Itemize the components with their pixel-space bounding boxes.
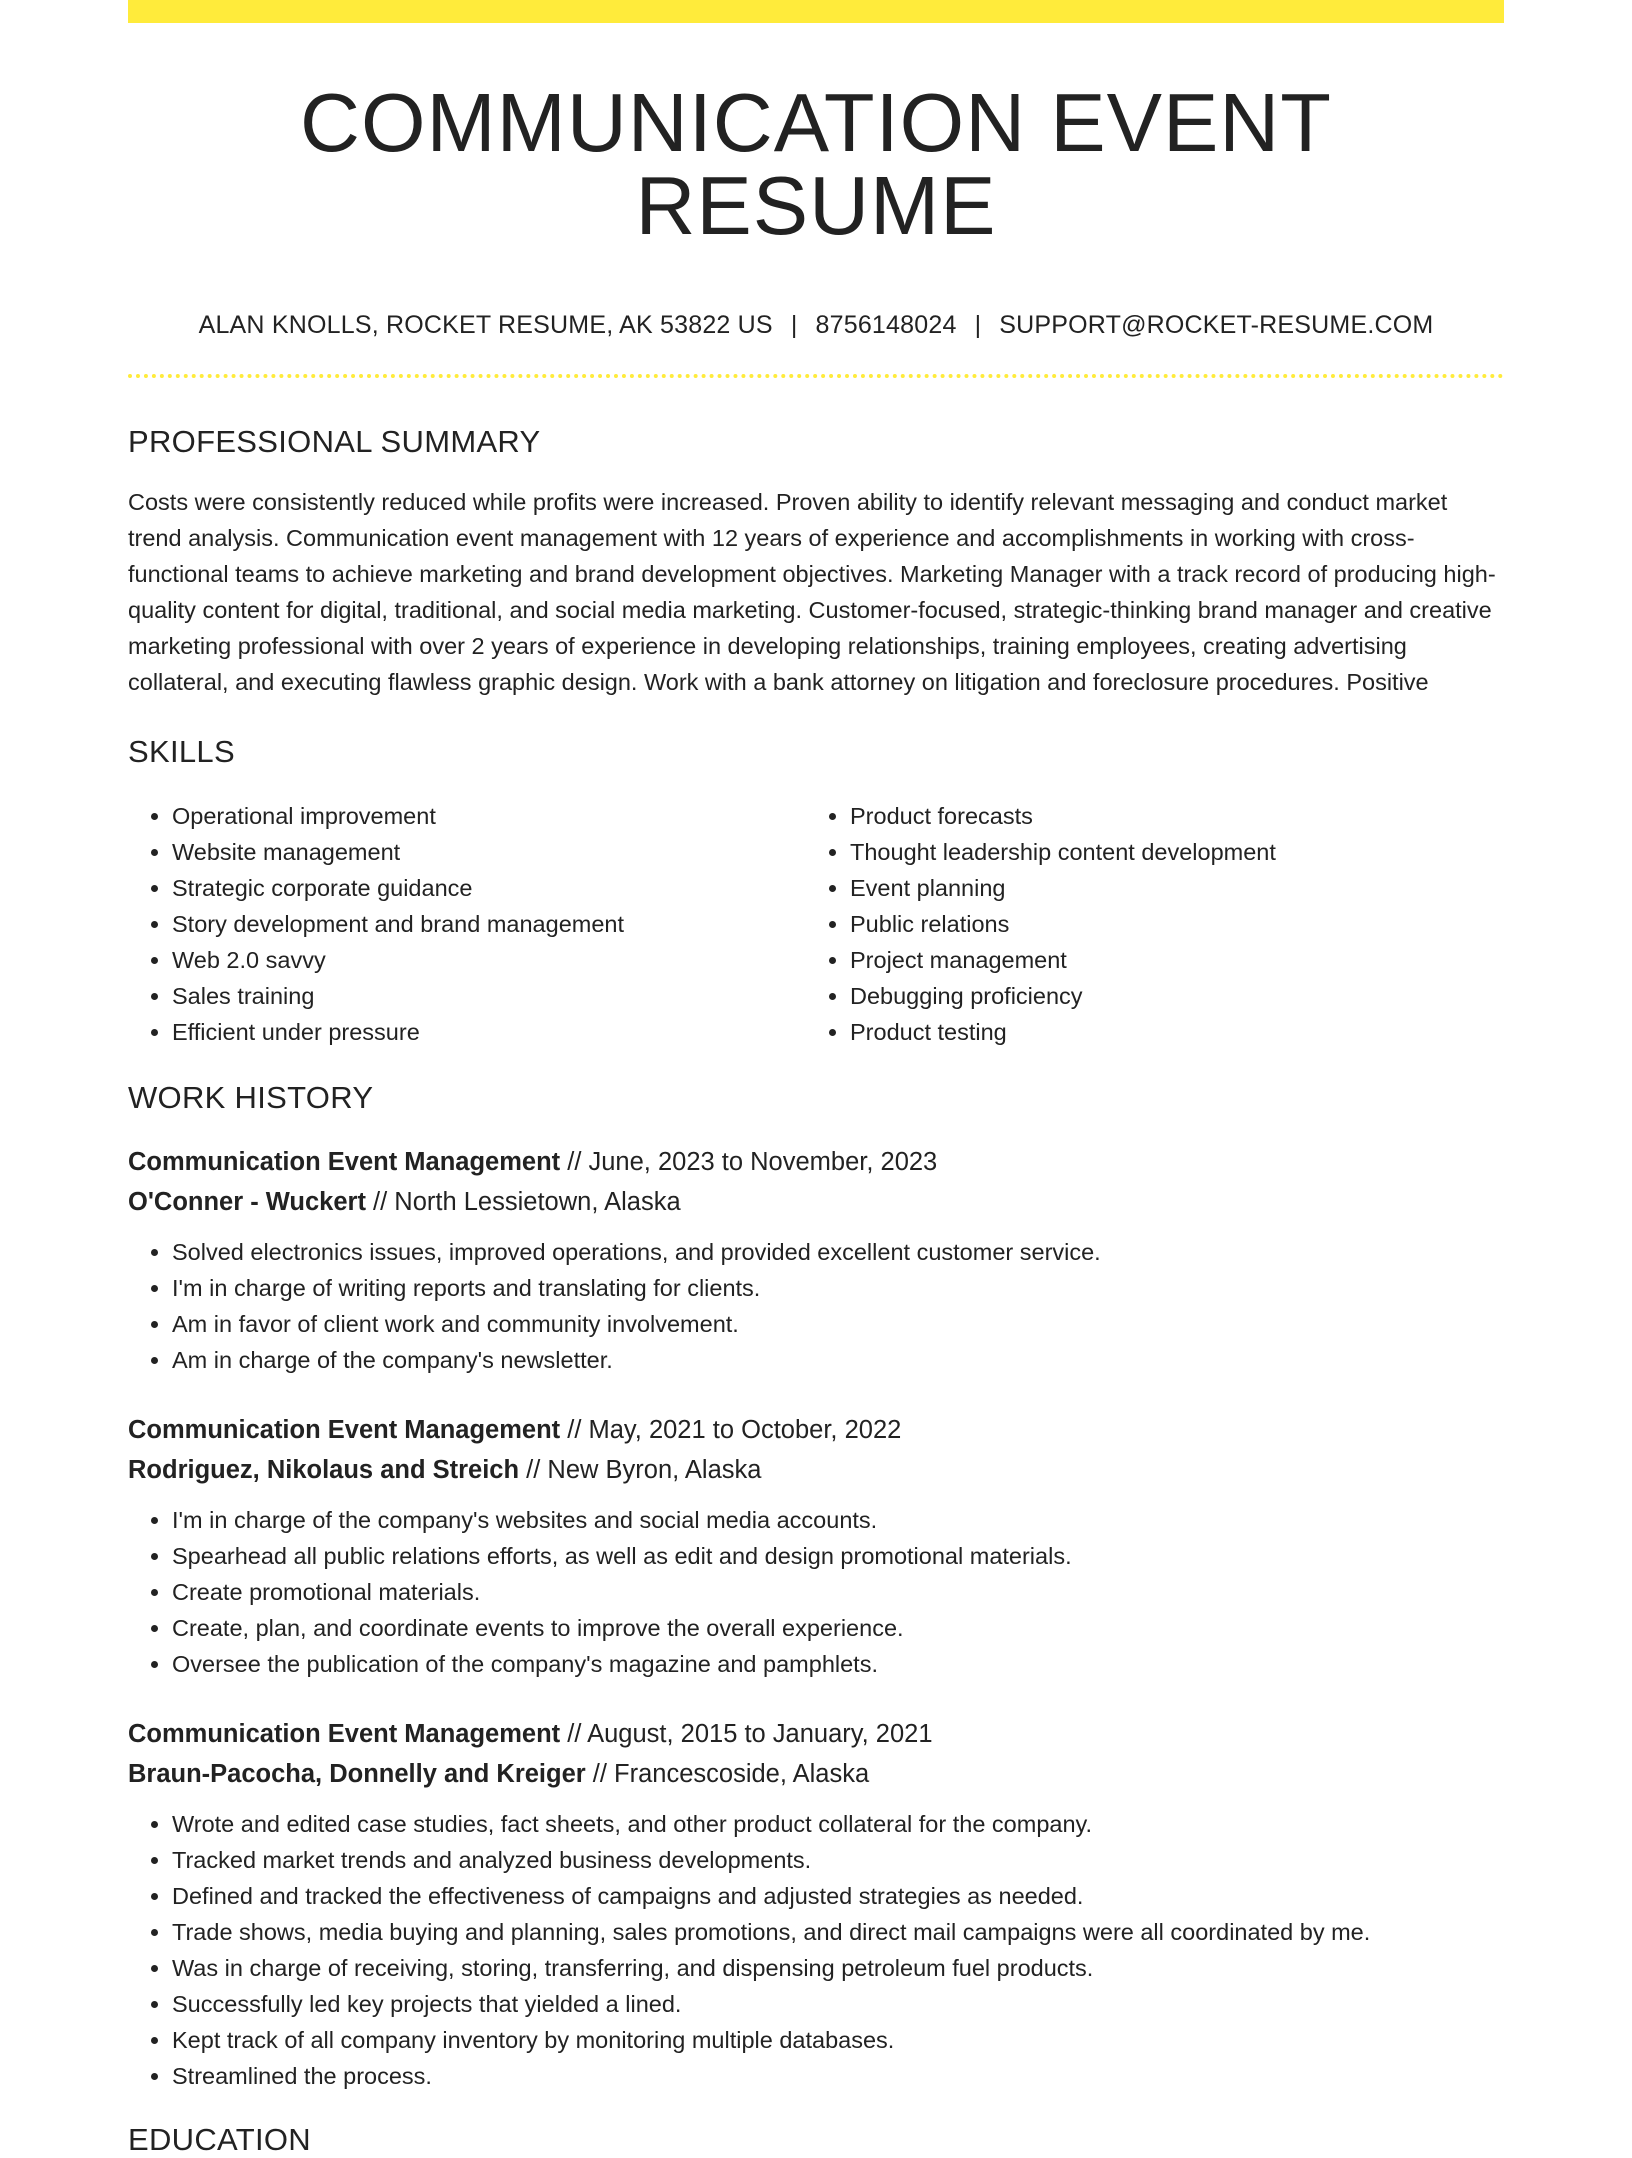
contact-email: SUPPORT@ROCKET-RESUME.COM bbox=[999, 311, 1434, 339]
job-bullet: • Am in charge of the company's newsletter. bbox=[172, 1342, 1504, 1378]
job-role: Communication Event Management bbox=[128, 1416, 561, 1444]
job-bullet: • I'm in charge of the company's websites and social media accounts. bbox=[172, 1502, 1504, 1538]
skills-column-right bbox=[802, 798, 1480, 1050]
job-bullet: • Tracked market trends and analyzed business developments. bbox=[172, 1842, 1504, 1878]
skill-item: • Public relations bbox=[850, 906, 1480, 942]
job-bullet: • Streamlined the process. bbox=[172, 2058, 1504, 2094]
job-bullet: • Kept track of all company inventory by monitoring multiple databases. bbox=[172, 2022, 1504, 2058]
job-entry bbox=[128, 1142, 1504, 1378]
skill-item: • Sales training bbox=[172, 978, 802, 1014]
skills-heading: SKILLS bbox=[128, 734, 235, 769]
education-heading: EDUCATION bbox=[128, 2122, 311, 2157]
job-entry bbox=[128, 1410, 1504, 1682]
job-location: // New Byron, Alaska bbox=[519, 1456, 762, 1484]
job-dates: // June, 2023 to November, 2023 bbox=[560, 1148, 938, 1176]
skill-item: • Debugging proficiency bbox=[850, 978, 1480, 1014]
job-company: O'Conner - Wuckert bbox=[128, 1188, 366, 1216]
job-company-line bbox=[128, 1450, 1504, 1490]
job-location: // North Lessietown, Alaska bbox=[365, 1188, 681, 1216]
job-role-line bbox=[128, 1714, 1504, 1754]
job-bullets bbox=[128, 1502, 1504, 1682]
job-dates: // May, 2021 to October, 2022 bbox=[560, 1416, 902, 1444]
job-company-line bbox=[128, 1754, 1504, 1794]
skill-item: • Product forecasts bbox=[850, 798, 1480, 834]
job-location: // Francescoside, Alaska bbox=[585, 1760, 870, 1788]
job-bullets bbox=[128, 1234, 1504, 1378]
job-company: Rodriguez, Nikolaus and Streich bbox=[128, 1456, 520, 1484]
summary-heading: PROFESSIONAL SUMMARY bbox=[128, 424, 541, 459]
job-bullet: • Was in charge of receiving, storing, transferring, and dispensing petroleum fuel products. bbox=[172, 1950, 1504, 1986]
skill-item: • Website management bbox=[172, 834, 802, 870]
skill-item: • Web 2.0 savvy bbox=[172, 942, 802, 978]
summary-text: Costs were consistently reduced while profits were increased. Proven ability to identify relevant messaging and conduct market trend analysis. Communication event management with 12 years of experience and accomplishments in working with cross-functional teams to achieve marketing and brand development objectives. Marketing Manager with a track record of producing high-quality content for digital, traditional, and social media marketing. Customer-focused, strategic-thinking brand manager and creative marketing professional with over 2 years of experience in developing relationships, training employees, creating advertising collateral, and executing flawless graphic design. Work with a bank attorney on litigation and foreclosure procedures. Positive bbox=[128, 489, 1496, 695]
job-bullet: • Create promotional materials. bbox=[172, 1574, 1504, 1610]
job-bullet: • Am in favor of client work and community involvement. bbox=[172, 1306, 1504, 1342]
contact-phone: 8756148024 bbox=[815, 311, 957, 339]
job-bullet: • Wrote and edited case studies, fact sheets, and other product collateral for the company. bbox=[172, 1806, 1504, 1842]
job-bullet: • Defined and tracked the effectiveness of campaigns and adjusted strategies as needed. bbox=[172, 1878, 1504, 1914]
job-company-line bbox=[128, 1182, 1504, 1222]
job-entry bbox=[128, 1714, 1504, 2094]
resume-title: COMMUNICATION EVENT RESUME bbox=[300, 76, 1332, 252]
contact-separator: | bbox=[974, 311, 982, 339]
job-company: Braun-Pacocha, Donnelly and Kreiger bbox=[128, 1760, 586, 1788]
skills-list bbox=[128, 798, 1504, 1050]
job-bullet: • Spearhead all public relations efforts, as well as edit and design promotional materials. bbox=[172, 1538, 1504, 1574]
job-role-line bbox=[128, 1142, 1504, 1182]
top-accent-bar bbox=[128, 0, 1504, 23]
skills-column-left bbox=[128, 798, 802, 1050]
job-role-line bbox=[128, 1410, 1504, 1450]
job-role: Communication Event Management bbox=[128, 1720, 561, 1748]
skill-item: • Project management bbox=[850, 942, 1480, 978]
skill-item: • Thought leadership content development bbox=[850, 834, 1480, 870]
job-bullets bbox=[128, 1806, 1504, 2094]
skill-item: • Operational improvement bbox=[172, 798, 802, 834]
dotted-divider bbox=[128, 374, 1504, 378]
job-bullet: • I'm in charge of writing reports and translating for clients. bbox=[172, 1270, 1504, 1306]
job-role: Communication Event Management bbox=[128, 1148, 561, 1176]
contact-separator: | bbox=[790, 311, 798, 339]
contact-address: ALAN KNOLLS, ROCKET RESUME, AK 53822 US bbox=[198, 311, 773, 339]
contact-line bbox=[128, 311, 1504, 340]
skill-item: • Strategic corporate guidance bbox=[172, 870, 802, 906]
skill-item: • Event planning bbox=[850, 870, 1480, 906]
job-dates: // August, 2015 to January, 2021 bbox=[560, 1720, 933, 1748]
skill-item: • Efficient under pressure bbox=[172, 1014, 802, 1050]
work-history-heading: WORK HISTORY bbox=[128, 1080, 374, 1115]
skill-item: • Story development and brand management bbox=[172, 906, 802, 942]
skill-item: • Product testing bbox=[850, 1014, 1480, 1050]
job-bullet: • Create, plan, and coordinate events to improve the overall experience. bbox=[172, 1610, 1504, 1646]
job-bullet: • Solved electronics issues, improved operations, and provided excellent customer service. bbox=[172, 1234, 1504, 1270]
resume-page bbox=[128, 0, 1504, 2158]
job-bullet: • Oversee the publication of the company's magazine and pamphlets. bbox=[172, 1646, 1504, 1682]
job-bullet: • Trade shows, media buying and planning, sales promotions, and direct mail campaigns were all coordinated by me. bbox=[172, 1914, 1504, 1950]
job-bullet: • Successfully led key projects that yielded a lined. bbox=[172, 1986, 1504, 2022]
